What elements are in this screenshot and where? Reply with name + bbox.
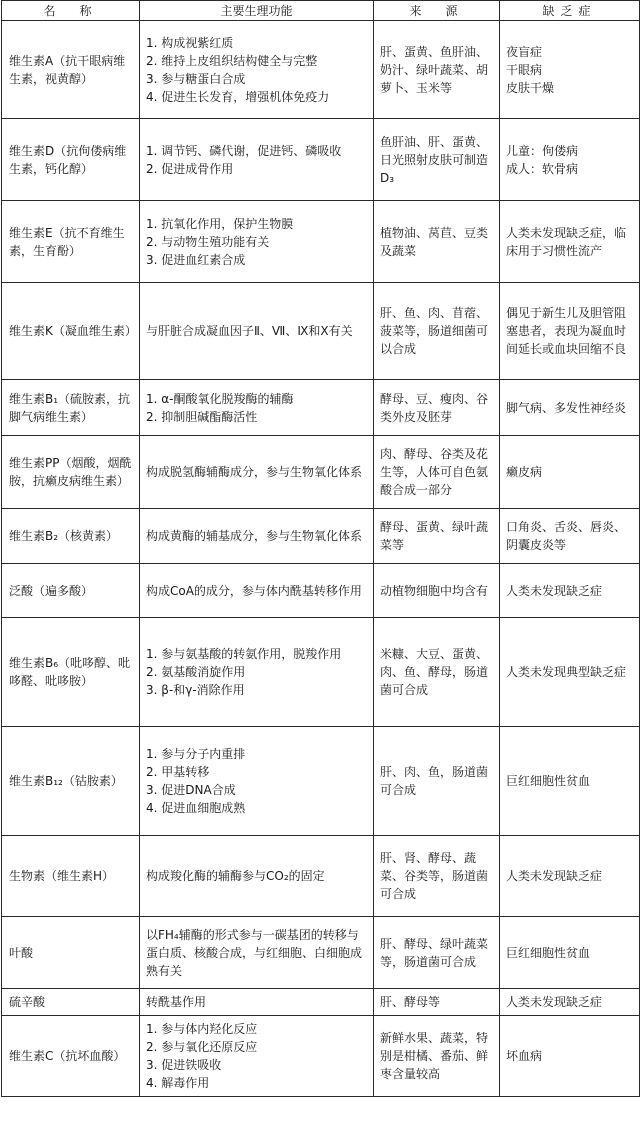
table-row: [2, 917, 640, 989]
vitamin-name: 维生素A（抗干眼病维生素，视黄醇）: [2, 21, 140, 119]
table-row: [2, 564, 640, 618]
table-row: [2, 436, 640, 509]
deficiency-cell: [500, 509, 640, 564]
function-item: 4. 解毒作用: [146, 1076, 210, 1090]
deficiency-cell: [500, 564, 640, 618]
function-list: [146, 215, 367, 269]
deficiency-item: 皮肤干燥: [506, 80, 555, 95]
source-cell: 新鲜水果、蔬菜，特别是柑橘、番茄、鲜枣含量较高: [374, 1016, 500, 1097]
function-item: 1. 参与氨基酸的转氨作用，脱羧作用: [146, 647, 342, 661]
deficiency-cell: [500, 201, 640, 283]
source-cell: 肝、肾、酵母、蔬菜、谷类等，肠道菌可合成: [374, 836, 500, 917]
function-item: 构成黄酶的辅基成分，参与生物氧化体系: [146, 529, 363, 543]
table-row: [2, 119, 640, 201]
source-cell: 植物油、莴苣、豆类及蔬菜: [374, 201, 500, 283]
function-item: 4. 促进生长发育，增强机体免疫力: [146, 89, 330, 104]
source-cell: 肝、鱼、肉、苜蓿、菠菜等，肠道细菌可以合成: [374, 283, 500, 380]
function-item: 2. 维持上皮组织结构健全与完整: [146, 53, 318, 68]
deficiency-item: 坏血病: [506, 1049, 543, 1063]
deficiency-cell: [500, 283, 640, 380]
deficiency-item: 人类未发现缺乏症，临床用于习惯性流产: [506, 225, 627, 258]
vitamin-name: 维生素B₂（核黄素）: [2, 509, 140, 564]
deficiency-cell: [500, 119, 640, 201]
function-cell: [140, 509, 374, 564]
vitamin-name: 叶酸: [2, 917, 140, 989]
table-row: [2, 989, 640, 1016]
table-row: [2, 727, 640, 836]
function-item: 1. 构成视紫红质: [146, 35, 234, 50]
function-list: [146, 926, 367, 980]
deficiency-item: 人类未发现缺乏症: [506, 583, 603, 598]
source-cell: 肝、肉、鱼，肠道菌可合成: [374, 727, 500, 836]
vitamin-table: [1, 0, 640, 1097]
deficiency-item: 儿童：佝偻病: [506, 143, 579, 158]
vitamin-name: 维生素PP（烟酸，烟酰胺，抗癞皮病维生素）: [2, 436, 140, 509]
table-row: [2, 201, 640, 283]
vitamin-name: 生物素（维生素H）: [2, 836, 140, 917]
vitamin-name: 维生素B₁₂（钴胺素）: [2, 727, 140, 836]
vitamin-name: 维生素B₆（吡哆醇、吡哆醛、吡哆胺）: [2, 618, 140, 727]
function-list: [146, 582, 367, 600]
deficiency-cell: [500, 917, 640, 989]
function-item: 1. 参与分子内重排: [146, 747, 246, 761]
source-cell: 肝、酵母等: [374, 989, 500, 1016]
deficiency-item: 干眼病: [506, 62, 543, 77]
function-item: 以FH₄辅酶的形式参与一碳基团的转移与蛋白质、核酸合成，与红细胞、白细胞成熟有关: [146, 927, 363, 978]
function-item: 构成羧化酶的辅酶参与CO₂的固定: [146, 869, 325, 883]
vitamin-name: 维生素E（抗不育维生素，生育酚）: [2, 201, 140, 283]
table-row: [2, 1016, 640, 1097]
deficiency-item: 巨红细胞性贫血: [506, 945, 591, 960]
vitamin-name: 硫辛酸: [2, 989, 140, 1016]
table-row: [2, 380, 640, 436]
deficiency-item: 成人：软骨病: [506, 161, 579, 176]
function-cell: [140, 380, 374, 436]
deficiency-cell: [500, 727, 640, 836]
function-cell: [140, 989, 374, 1016]
deficiency-cell: [500, 380, 640, 436]
function-list: [146, 527, 367, 545]
deficiency-cell: [500, 989, 640, 1016]
header-function: 主要生理功能: [140, 1, 374, 21]
deficiency-item: 人类未发现缺乏症: [506, 995, 603, 1009]
header-deficiency: 缺乏症: [500, 1, 640, 21]
vitamin-name: 维生素B₁（硫胺素，抗脚气病维生素）: [2, 380, 140, 436]
function-cell: [140, 1016, 374, 1097]
function-item: 3. β-和γ-消除作用: [146, 683, 245, 697]
function-item: 转酰基作用: [146, 995, 207, 1009]
table-body: [2, 21, 640, 1097]
function-list: [146, 1020, 367, 1092]
table-row: [2, 283, 640, 380]
deficiency-cell: [500, 1016, 640, 1097]
vitamin-name: 维生素D（抗佝偻病维生素，钙化醇）: [2, 119, 140, 201]
header-name: 名 称: [2, 1, 140, 21]
function-cell: [140, 618, 374, 727]
function-list: [146, 645, 367, 699]
deficiency-cell: [500, 618, 640, 727]
vitamin-name: 泛酸（遍多酸）: [2, 564, 140, 618]
deficiency-item: 癞皮病: [506, 465, 543, 479]
deficiency-item: 脚气病、多发性神经炎: [506, 400, 627, 415]
source-cell: 米糠、大豆、蛋黄、肉、鱼、酵母，肠道菌可合成: [374, 618, 500, 727]
source-cell: 动植物细胞中均含有: [374, 564, 500, 618]
function-cell: [140, 727, 374, 836]
function-item: 3. 促进铁吸收: [146, 1058, 222, 1072]
function-item: 与肝脏合成凝血因子Ⅱ、Ⅶ、Ⅸ和Ⅹ有关: [146, 324, 353, 338]
deficiency-item: 夜盲症: [506, 44, 543, 59]
function-list: [146, 993, 367, 1011]
source-cell: 酵母、蛋黄、绿叶蔬菜等: [374, 509, 500, 564]
function-item: 构成CoA的成分，参与体内酰基转移作用: [146, 583, 362, 598]
function-item: 2. 抑制胆碱酯酶活性: [146, 409, 258, 424]
function-cell: [140, 21, 374, 119]
function-item: 2. 促进成骨作用: [146, 161, 234, 176]
function-cell: [140, 564, 374, 618]
table-row: [2, 21, 640, 119]
table-row: [2, 509, 640, 564]
function-cell: [140, 283, 374, 380]
source-cell: 肉、酵母、谷类及花生等，人体可自色氨酸合成一部分: [374, 436, 500, 509]
function-item: 1. 调节钙、磷代谢，促进钙、磷吸收: [146, 143, 342, 158]
deficiency-item: 口角炎、舌炎、唇炎、阴囊皮炎等: [506, 520, 627, 552]
function-item: 3. 促进血红素合成: [146, 252, 246, 267]
function-list: [146, 34, 367, 106]
header-source: 来 源: [374, 1, 500, 21]
function-cell: [140, 836, 374, 917]
vitamin-name: 维生素K（凝血维生素）: [2, 283, 140, 380]
deficiency-cell: [500, 836, 640, 917]
header-row: [2, 1, 640, 21]
function-list: [146, 745, 367, 817]
function-list: [146, 322, 367, 340]
function-list: [146, 867, 367, 885]
function-item: 2. 甲基转移: [146, 765, 210, 779]
source-cell: 鱼肝油、肝、蛋黄、日光照射皮肤可制造D₃: [374, 119, 500, 201]
function-item: 1. α-酮酸氧化脱羧酶的辅酶: [146, 391, 294, 406]
table-row: [2, 618, 640, 727]
function-item: 2. 参与氧化还原反应: [146, 1040, 258, 1054]
function-cell: [140, 119, 374, 201]
function-cell: [140, 201, 374, 283]
function-item: 3. 参与糖蛋白合成: [146, 71, 246, 86]
function-item: 2. 与动物生殖功能有关: [146, 234, 270, 249]
function-item: 1. 抗氧化作用，保护生物膜: [146, 216, 294, 231]
function-cell: [140, 917, 374, 989]
function-item: 1. 参与体内羟化反应: [146, 1022, 258, 1036]
function-list: [146, 142, 367, 178]
deficiency-cell: [500, 436, 640, 509]
function-list: [146, 390, 367, 426]
source-cell: 酵母、豆、瘦肉、谷类外皮及胚芽: [374, 380, 500, 436]
function-item: 4. 促进血细胞成熟: [146, 801, 246, 815]
deficiency-item: 偶见于新生儿及胆管阻塞患者，表现为凝血时间延长或血块回缩不良: [506, 306, 627, 356]
source-cell: 肝、酵母、绿叶蔬菜等，肠道菌可合成: [374, 917, 500, 989]
vitamin-name: 维生素C（抗坏血酸）: [2, 1016, 140, 1097]
source-cell: 肝、蛋黄、鱼肝油、奶汁、绿叶蔬菜、胡萝卜、玉米等: [374, 21, 500, 119]
function-list: [146, 463, 367, 481]
table-row: [2, 836, 640, 917]
deficiency-cell: [500, 21, 640, 119]
deficiency-item: 巨红细胞性贫血: [506, 774, 591, 788]
function-item: 3. 促进DNA合成: [146, 783, 236, 797]
function-item: 2. 氨基酸消旋作用: [146, 665, 246, 679]
function-item: 构成脱氢酶辅酶成分，参与生物氧化体系: [146, 465, 363, 479]
deficiency-item: 人类未发现典型缺乏症: [506, 665, 627, 679]
deficiency-item: 人类未发现缺乏症: [506, 869, 603, 883]
function-cell: [140, 436, 374, 509]
